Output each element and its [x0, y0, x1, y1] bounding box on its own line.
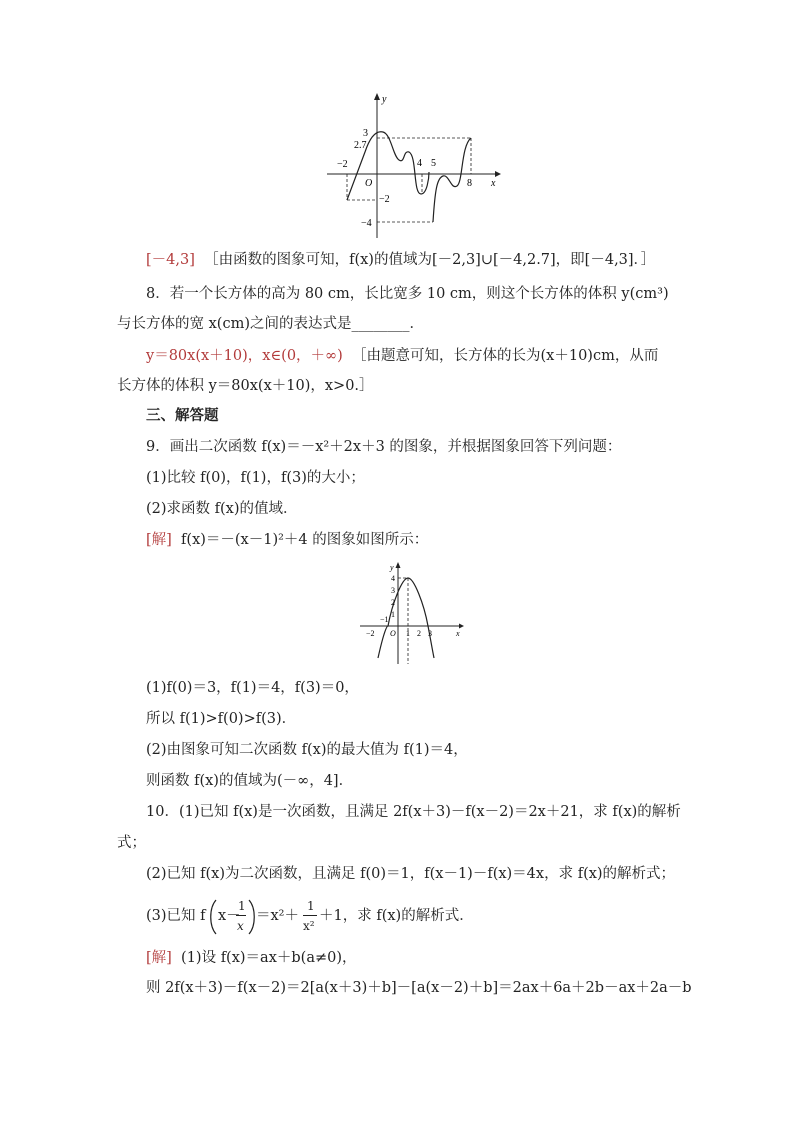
fig1-tick-neg4-y: −4	[361, 218, 372, 229]
solution-10-tag: [解]	[146, 950, 172, 966]
fig1-tick-neg2-x: −2	[337, 159, 348, 170]
q10-3-frac1-num: 1	[238, 899, 246, 913]
q10-3-prefix: (3)已知 f	[146, 908, 206, 924]
question-8-line-1: 8．若一个长方体的高为 80 cm，长比宽多 10 cm，则这个长方体的体积 y(cm³)	[146, 286, 669, 302]
fig1-x-label: x	[491, 178, 496, 189]
question-9-part-2: (2)求函数 f(x)的值域．	[146, 501, 298, 517]
question-9-part-1: (1)比较 f(0)，f(1)，f(3)的大小；	[146, 470, 365, 486]
fig1-tick-5: 5	[431, 158, 436, 169]
fig2-tick-x3: 3	[428, 629, 432, 638]
solution-9-conclusion-2: 则函数 f(x)的值域为(－∞，4]．	[146, 773, 354, 789]
function-graph-2	[356, 560, 468, 666]
fig2-x-label: x	[456, 629, 460, 638]
fig2-tick-x2: 2	[417, 629, 421, 638]
fig1-tick-3: 3	[363, 128, 368, 139]
answer-8	[146, 346, 658, 366]
question-9: 9．画出二次函数 f(x)＝－x²＋2x＋3 的图象，并根据图象回答下列问题：	[146, 439, 622, 455]
fig2-y-label: y	[390, 563, 394, 572]
solution-10-derivation: 则 2f(x＋3)－f(x－2)＝2[a(x＋3)＋b]－[a(x－2)＋b]＝2ax＋6a＋2b－ax＋2a－b	[146, 980, 692, 996]
answer-7	[146, 250, 655, 270]
solution-9-part-2: (2)由图象可知二次函数 f(x)的最大值为 f(1)＝4，	[146, 742, 468, 758]
solution-9-part-1: (1)f(0)＝3，f(1)＝4，f(3)＝0，	[146, 680, 359, 696]
answer-7-explanation: ［由函数的图象可知，f(x)的值域为[－2,3]∪[－4,2.7]，即[－4,3]．］	[204, 252, 656, 268]
solution-10-text: (1)设 f(x)＝ax＋b(a≠0)，	[181, 950, 357, 966]
fig2-origin: O	[390, 629, 396, 638]
fig2-tick-y1: 1	[391, 610, 395, 619]
solution-10-intro	[146, 948, 357, 968]
fig1-tick-2-7: 2.7	[354, 140, 367, 151]
solution-9-intro	[146, 530, 428, 550]
fig2-tick-x1: 1	[406, 629, 410, 638]
fig1-tick-8: 8	[467, 178, 472, 189]
question-10-part-1-cont: 式；	[117, 835, 146, 851]
fig2-tick-y4: 4	[391, 574, 395, 583]
solution-9-tag: [解]	[146, 532, 172, 548]
fig1-tick-4: 4	[417, 158, 422, 169]
fig2-tick-y3: 3	[391, 586, 395, 595]
answer-7-value: [－4,3]	[146, 252, 195, 268]
fig2-tick-xneg2: −2	[366, 629, 375, 638]
answer-8-value: y＝80x(x＋10)，x∈(0，＋∞)	[146, 348, 343, 364]
q10-3-frac2-den: x²	[303, 919, 315, 933]
fig1-origin: O	[365, 178, 373, 189]
fig1-y-label: y	[382, 94, 387, 105]
fig2-tick-y2: 2	[391, 598, 395, 607]
question-10-part-2: (2)已知 f(x)为二次函数，且满足 f(0)＝1，f(x－1)－f(x)＝4x，求 f(x)的解析式；	[146, 866, 676, 882]
q10-3-suffix: ＋1，求 f(x)的解析式．	[319, 908, 474, 924]
solution-9-text: f(x)＝－(x－1)²＋4 的图象如图所示：	[181, 532, 429, 548]
question-8-line-2: 与长方体的宽 x(cm)之间的表达式是________．	[117, 316, 424, 332]
answer-8-explanation: ［由题意可知，长方体的长为(x＋10)cm，从而	[352, 348, 659, 364]
function-graph-1	[325, 90, 505, 240]
solution-9-conclusion-1: 所以 f(1)>f(0)>f(3)．	[146, 711, 297, 727]
fig1-tick-neg2-y: −2	[379, 194, 390, 205]
q10-3-frac2-num: 1	[307, 899, 315, 913]
q10-3-inner: x－	[218, 908, 241, 924]
question-10-part-1: 10．(1)已知 f(x)是一次函数，且满足 2f(x＋3)－f(x－2)＝2x＋21，求 f(x)的解析	[146, 804, 681, 820]
q10-3-rhs: ＝x²＋	[256, 908, 299, 924]
q10-3-frac1-den: x	[237, 919, 244, 933]
answer-8-line-2: 长方体的体积 y＝80x(x＋10)，x>0.］	[117, 378, 374, 394]
left-paren	[208, 898, 218, 936]
section-heading: 三、解答题	[146, 407, 219, 424]
fig2-tick-xneg1: −1	[380, 615, 389, 624]
